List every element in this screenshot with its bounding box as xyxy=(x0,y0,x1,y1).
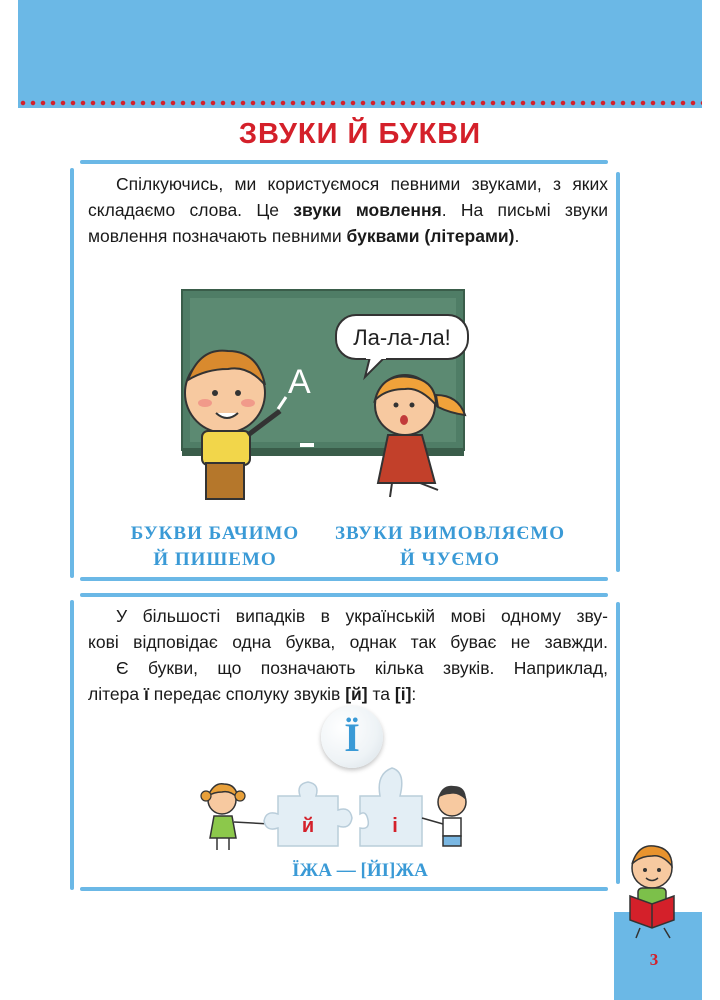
second-line-4c: та xyxy=(367,684,395,704)
caption-letters-line1: БУКВИ БАЧИМО xyxy=(130,523,300,544)
sound-y: [й] xyxy=(345,684,368,704)
example-word: ЇЖА — [ЙІ]ЖА xyxy=(292,860,428,881)
intro-text-3: . xyxy=(514,226,520,246)
second-paragraph xyxy=(88,603,608,707)
second-line-1: У більшості випадків в українській мові одному зву- xyxy=(116,606,608,626)
second-line-3: Є букви, що позначають кілька звуків. Наприклад, xyxy=(116,658,608,678)
puzzle-letter-left: й xyxy=(301,815,315,837)
puzzle-piece-right xyxy=(360,768,422,846)
page-number: 3 xyxy=(649,950,659,969)
letter-circle-text: Ї xyxy=(344,715,360,760)
board-letter: А xyxy=(288,363,311,401)
caption-sounds xyxy=(330,521,570,573)
intro-text-1: Спілкуючись, ми користуємося певними звуками, з яких складаємо слова. Це xyxy=(88,174,608,220)
puzzle-illustration xyxy=(200,766,490,858)
intro-bold-1: звуки мовлення xyxy=(293,200,442,220)
intro-bold-2: буквами (літерами) xyxy=(346,226,515,246)
page-title: ЗВУКИ Й БУКВИ xyxy=(238,118,482,150)
second-line-4d: : xyxy=(411,684,417,704)
second-line-4a: літера xyxy=(88,684,144,704)
letter-yi: ї xyxy=(143,684,149,704)
speech-bubble-text: Ла-ла-ла! xyxy=(353,325,451,350)
second-line-2: кові відповідає одна буква, однак так буває не завжди. xyxy=(88,632,608,652)
header-band xyxy=(18,0,702,108)
dotted-divider xyxy=(18,100,702,106)
small-boy-figure xyxy=(422,786,466,846)
small-girl-figure xyxy=(201,784,270,850)
intro-text-2: . На письмі звуки мовлення позначають певними xyxy=(88,200,608,246)
intro-paragraph xyxy=(88,171,608,249)
reading-boy-icon xyxy=(616,838,686,942)
caption-letters xyxy=(120,521,310,573)
sound-i: [і] xyxy=(394,684,412,704)
chalk-piece xyxy=(300,443,314,447)
letter-circle xyxy=(321,706,383,768)
caption-sounds-line2: Й ЧУЄМО xyxy=(399,549,500,570)
caption-letters-line2: Й ПИШЕМО xyxy=(153,549,277,570)
puzzle-letter-right: і xyxy=(392,815,398,837)
second-line-4b: передає сполуку звуків xyxy=(148,684,346,704)
caption-sounds-line1: ЗВУКИ ВИМОВЛЯЄМО xyxy=(334,523,565,544)
chalkboard-illustration xyxy=(120,285,490,500)
